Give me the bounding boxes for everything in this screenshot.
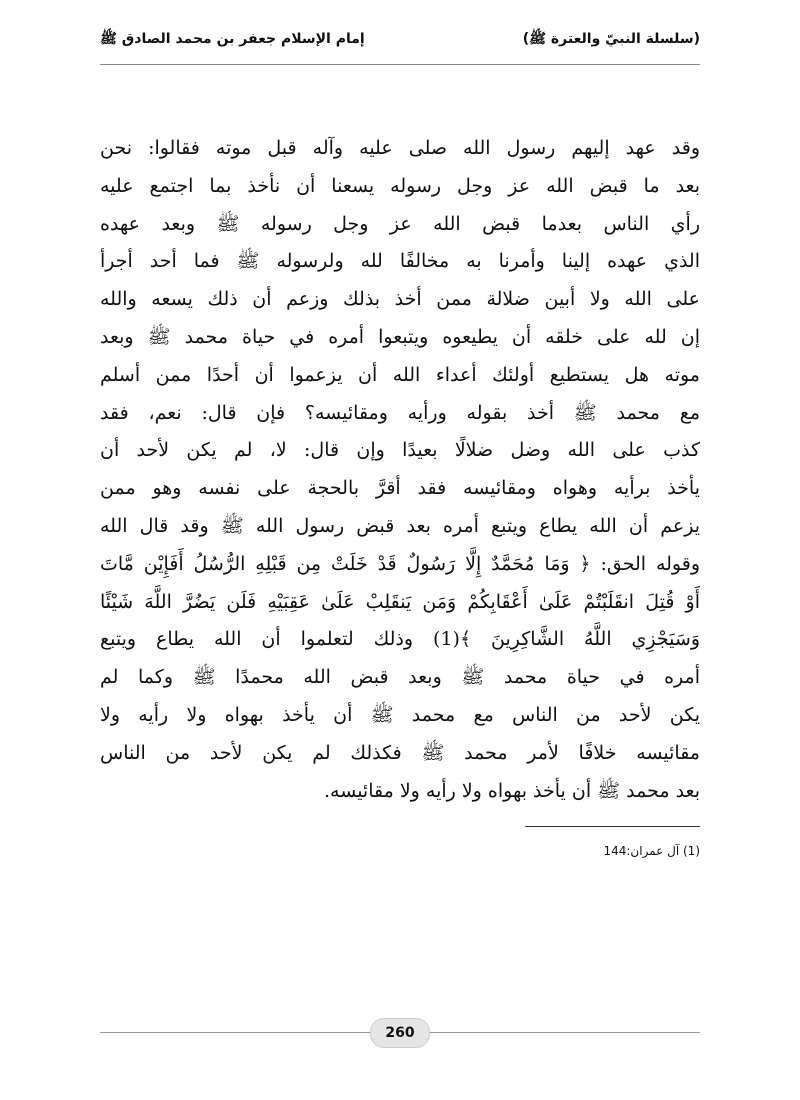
text-line: كذب على الله وضل ضلالًا بعيدًا وإن قال: لا، لم يكن لأحد أن <box>100 439 700 462</box>
book-title: إمام الإسلام جعفر بن محمد الصادق ﷺ <box>100 31 365 47</box>
text-line: يزعم أن الله يطاع ويتبع أمره بعد قبض رسول الله ﷺ وقد قال الله <box>100 514 700 537</box>
text-line: أَوْ قُتِلَ انقَلَبْتُمْ عَلَىٰ أَعْقَابِكُمْ وَمَن يَنقَلِبْ عَلَىٰ عَقِبَيْهِ فَلَن يَضُرَّ اللَّهَ شَيْئًا <box>100 590 700 613</box>
header-divider <box>100 64 700 65</box>
running-header <box>100 30 700 60</box>
text-line: يكن لأحد من الناس مع محمد ﷺ أن يأخذ بهواه ولا رأيه ولا <box>100 703 700 726</box>
text-line: وقد عهد إليهم رسول الله صلى عليه وآله قبل موته فقالوا: نحن <box>100 137 700 159</box>
text-line: على الله ولا أبين ضلالة ممن أخذ بذلك وزعم أن ذلك يسعه والله <box>100 288 700 311</box>
text-line: مع محمد ﷺ أخذ بقوله ورأيه ومقائيسه؟ فإن قال: نعم، فقد <box>100 401 700 424</box>
body-text <box>100 130 700 810</box>
text-line: بعد ما قبض الله عز وجل رسوله يسعنا أن نأخذ بما اجتمع عليه <box>100 174 700 197</box>
text-line: يأخذ برأيه وهواه ومقائيسه فقد أقرَّ بالحجة على نفسه وهو ممن <box>100 477 700 500</box>
text-line: وقوله الحق: ﴿ وَمَا مُحَمَّدٌ إِلَّا رَسُولٌ قَدْ خَلَتْ مِن قَبْلِهِ الرُّسُلُ أَفَإِيْن مَّاتَ <box>100 552 700 575</box>
text-line: رأي الناس بعدما قبض الله عز وجل رسوله ﷺ وبعد عهده <box>100 212 700 235</box>
text-line: الذي عهده إلينا وأمرنا به مخالفًا لله ولرسوله ﷺ فما أحد أجرأ <box>100 250 700 273</box>
footnote: (1) آل عمران:144 <box>603 844 700 858</box>
text-line: بعد محمد ﷺ أن يأخذ بهواه ولا رأيه ولا مقائيسه. <box>324 779 700 802</box>
page-number: 260 <box>370 1018 430 1048</box>
text-line: أمره في حياة محمد ﷺ وبعد قبض الله محمدًا ﷺ وكما لم <box>100 666 700 689</box>
text-line: مقائيسه خلافًا لأمر محمد ﷺ فكذلك لم يكن لأحد من الناس <box>100 741 700 764</box>
text-line: وَسَيَجْزِي اللَّهُ الشَّاكِرِينَ ﴾(1) وذلك لتعلموا أن الله يطاع ويتبع <box>100 628 701 651</box>
text-line: إن لله على خلقه أن يطيعوه ويتبعوا أمره في حياة محمد ﷺ وبعد <box>100 325 700 348</box>
page-number-bar <box>100 1018 700 1048</box>
series-title: (سلسلة النبيّ والعترة ﷺ) <box>522 31 700 47</box>
footnote-divider <box>525 826 700 827</box>
text-line: موته هل يستطيع أولئك أعداء الله أن يزعموا أن أحدًا ممن أسلم <box>100 363 700 386</box>
